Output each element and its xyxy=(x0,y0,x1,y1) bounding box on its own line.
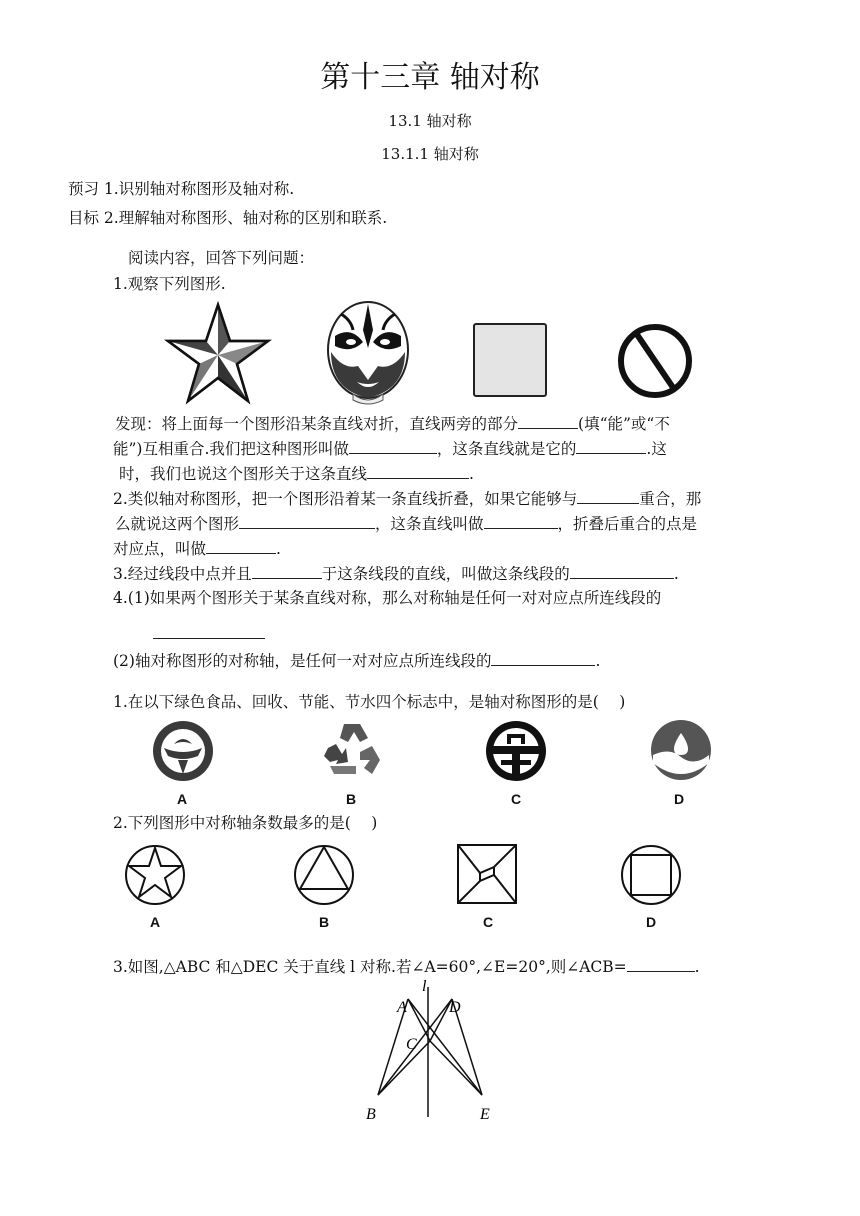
exercise-1-option-a[interactable]: A xyxy=(177,791,188,807)
question-2-text-5: ，折叠后重合的点是 xyxy=(557,515,698,533)
recycle-icon[interactable] xyxy=(320,718,384,780)
answer-blank[interactable] xyxy=(577,488,639,504)
exercise-1-question: 1.在以下绿色食品、回收、节能、节水四个标志中，是轴对称图形的是( ) xyxy=(113,693,626,711)
question-2-text-7: . xyxy=(276,540,281,558)
discover-text-6: 时，我们也说这个图形关于这条直线 xyxy=(119,465,368,483)
exercise-3-end: . xyxy=(694,958,700,976)
question-4-text-1: (2)轴对称图形的对称轴，是任何一对对应点所连线段的 xyxy=(113,652,492,670)
exercise-2-option-a[interactable]: A xyxy=(150,914,161,930)
section-title: 13.1 轴对称 xyxy=(388,112,472,130)
exercise-2-option-d[interactable]: D xyxy=(646,914,657,930)
water-saving-logo-icon[interactable] xyxy=(650,719,712,781)
square-icon xyxy=(472,322,548,398)
no-sign-icon xyxy=(615,321,695,401)
point-b-label: B xyxy=(366,1106,376,1123)
question-2-text-4: ，这条直线叫做 xyxy=(375,515,484,533)
point-d-label: D xyxy=(449,999,461,1016)
chapter-title: 第十三章 轴对称 xyxy=(320,60,540,95)
star-icon xyxy=(166,303,270,403)
green-food-logo-icon[interactable] xyxy=(152,720,214,782)
energy-saving-logo-icon[interactable] xyxy=(485,720,547,782)
exercise-1-option-b[interactable]: B xyxy=(346,791,357,807)
question-4-part-2 xyxy=(113,650,600,672)
answer-blank[interactable] xyxy=(206,538,276,554)
question-3-line xyxy=(113,563,679,585)
exercise-2-question: 2.下列图形中对称轴条数最多的是( ) xyxy=(113,814,378,832)
question-2-text-3: 么就说这两个图形 xyxy=(115,515,240,533)
reading-intro: 阅读内容，回答下列问题： xyxy=(128,249,315,267)
exercise-2-option-c[interactable]: C xyxy=(483,914,494,930)
question-3-text-2: 于这条线段的直线，叫做这条线段的 xyxy=(321,565,570,583)
question-4-part-1: 4.(1)如果两个图形关于某条直线对称，那么对称轴是任何一对对应点所连线段的 xyxy=(113,589,662,607)
question-2-line-3 xyxy=(113,538,281,560)
question-2-text-6: 对应点，叫做 xyxy=(113,540,207,558)
question-2-text-1: 2.类似轴对称图形，把一个图形沿着某一条直线折叠，如果它能够与 xyxy=(113,490,578,508)
answer-blank[interactable] xyxy=(252,563,322,579)
discover-text-1: 发现：将上面每一个图形沿某条直线对折，直线两旁的部分 xyxy=(115,415,519,433)
answer-blank[interactable] xyxy=(491,650,595,666)
discover-line-3 xyxy=(119,463,474,485)
discover-text-4: ，这条直线就是它的 xyxy=(436,440,577,458)
answer-blank[interactable] xyxy=(627,956,695,972)
question-2-text-2: 重合，那 xyxy=(639,490,702,508)
point-e-label: E xyxy=(480,1106,490,1123)
exercise-3-question: 3.如图,△ABC 和△DEC 关于直线 l 对称.若∠A=60°,∠E=20°,则∠ACB= xyxy=(113,958,627,976)
point-c-label: C xyxy=(406,1036,417,1053)
discover-line-1 xyxy=(115,413,670,435)
discover-text-5: .这 xyxy=(646,440,667,458)
opera-mask-image xyxy=(323,300,413,408)
circle-triangle-icon[interactable] xyxy=(293,844,355,906)
answer-blank[interactable] xyxy=(153,638,265,639)
line-l-label: l xyxy=(422,978,427,995)
point-a-label: A xyxy=(397,999,407,1016)
symmetry-diagram xyxy=(360,975,500,1125)
circle-square-icon[interactable] xyxy=(620,844,682,906)
question-2-line-2 xyxy=(115,513,697,535)
goal-line-1: 预习 1.识别轴对称图形及轴对称. xyxy=(68,180,295,198)
answer-blank[interactable] xyxy=(367,463,469,479)
exercise-2-option-b[interactable]: B xyxy=(319,914,330,930)
discover-text-2: (填“能”或“不 xyxy=(578,415,670,433)
question-2-line-1 xyxy=(113,488,701,510)
discover-text-7: . xyxy=(469,465,474,483)
answer-blank[interactable] xyxy=(484,513,558,529)
answer-blank[interactable] xyxy=(239,513,375,529)
question-1: 1.观察下列图形. xyxy=(113,275,226,293)
answer-blank[interactable] xyxy=(576,438,646,454)
discover-line-2 xyxy=(113,438,667,460)
exercise-1-option-c[interactable]: C xyxy=(511,791,522,807)
answer-blank[interactable] xyxy=(518,413,578,429)
circle-star-icon[interactable] xyxy=(124,844,186,906)
question-3-text-3: . xyxy=(673,565,679,583)
question-4-text-2: . xyxy=(595,652,601,670)
question-3-text-1: 3.经过线段中点并且 xyxy=(113,565,252,583)
pinwheel-square-icon[interactable] xyxy=(456,843,518,905)
subsection-title: 13.1.1 轴对称 xyxy=(381,145,479,163)
answer-blank[interactable] xyxy=(570,563,674,579)
exercise-1-option-d[interactable]: D xyxy=(674,791,685,807)
discover-text-3: 能”)互相重合.我们把这种图形叫做 xyxy=(113,440,349,458)
answer-blank[interactable] xyxy=(349,438,437,454)
goal-line-2: 目标 2.理解轴对称图形、轴对称的区别和联系. xyxy=(68,209,388,227)
